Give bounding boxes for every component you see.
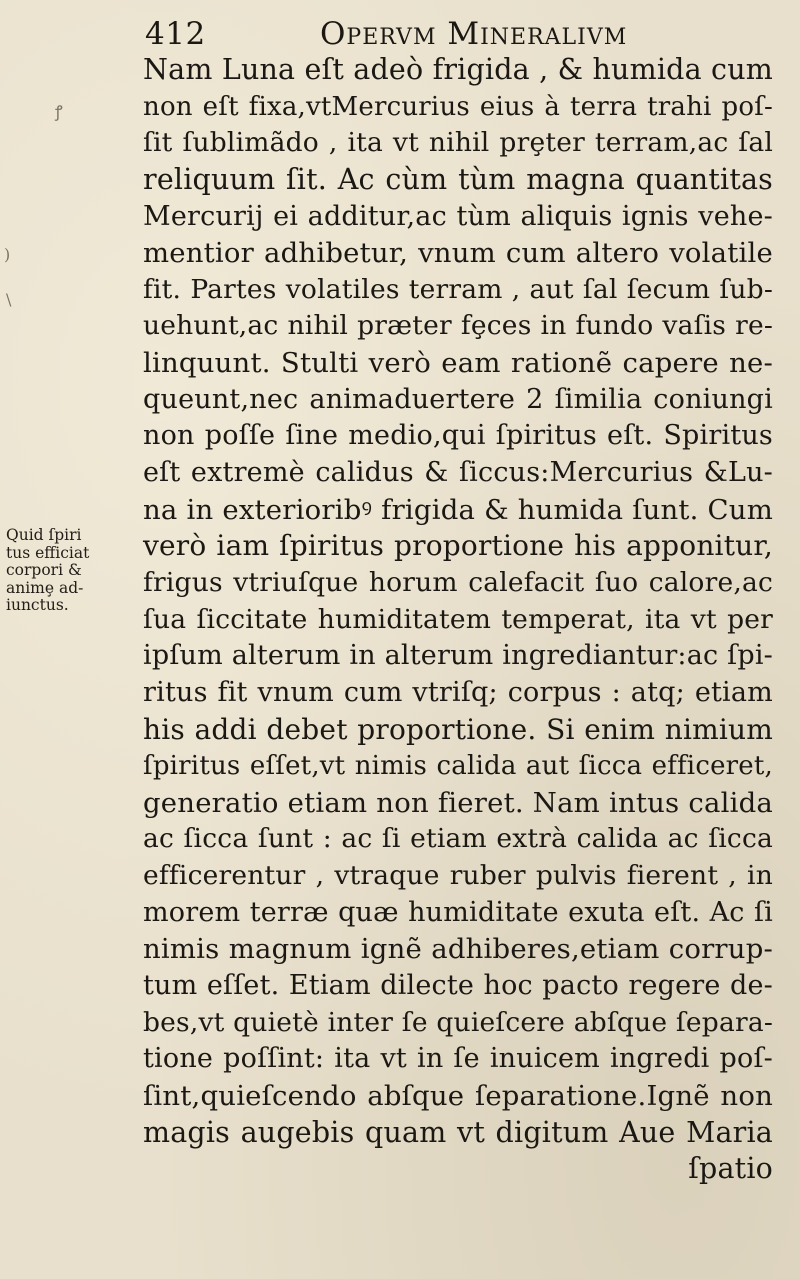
- text-line: linquunt. Stulti verò eam rationẽ capere ne-: [143, 347, 773, 380]
- text-line: uehunt,ac nihil prӕter fȩces in fundo vaſis re-: [143, 310, 773, 342]
- ink-mark: ): [4, 245, 11, 264]
- text-line: non eſt fixa,vtMercurius eius à terra trahi poſ-: [143, 91, 773, 122]
- text-line: efficerentur , vtraque ruber pulvis fierent , in: [143, 860, 773, 892]
- marginal-note-line: tus efficiat: [6, 543, 90, 562]
- page-number: 412: [145, 16, 206, 52]
- text-line: ac ſicca ſunt : ac ſi etiam extrà calida ac ſicca: [143, 823, 773, 855]
- text-line: fit. Partes volatiles terram , aut ſal ſecum ſub-: [143, 273, 773, 305]
- ink-mark: \: [6, 290, 12, 309]
- text-line: ſpiritus eſſet,vt nimis calida aut ſicca efficeret,: [143, 751, 773, 782]
- text-line: verò iam ſpiritus proportione his apponitur,: [143, 529, 773, 563]
- marginal-note-line: Quid ſpiri: [6, 526, 82, 544]
- main-text-block: [143, 52, 773, 1252]
- text-line: queunt,nec animaduertere 2 ſimilia coniungi: [143, 383, 773, 415]
- marginal-note: [6, 527, 136, 615]
- text-line: magis augebis quam vt digitum Aue Maria: [143, 1115, 773, 1149]
- text-line: Mercurij ei additur,ac tùm aliquis ignis vehe-: [143, 200, 773, 232]
- text-line: reliquum ſit. Ac cùm tùm magna quantitas: [143, 162, 773, 196]
- text-line: tione poſſint: ita vt in ſe inuicem ingredi poſ-: [143, 1043, 773, 1075]
- marginal-note-line: animȩ ad-: [6, 578, 84, 597]
- marginal-note-line: corpori &: [6, 561, 82, 579]
- text-line: generatio etiam non fieret. Nam intus calida: [143, 786, 773, 819]
- text-line: ipſum alterum in alterum ingrediantur:ac ſpi-: [143, 640, 773, 672]
- running-title: Opervm Mineralivm: [320, 16, 628, 52]
- text-line: na in exterioribꝰ frigida & humida ſunt. Cum: [143, 493, 773, 526]
- text-line: Nam Luna eſt adeò frigida , & humida cum: [143, 53, 773, 86]
- text-line: tum eſſet. Etiam dilecte hoc pacto regere de-: [143, 970, 773, 1002]
- catchword: ſpatio: [688, 1152, 773, 1186]
- text-line: non poſſe ſine medio,qui ſpiritus eſt. Spiritus: [143, 420, 773, 452]
- text-line: eſt extremè calidus & ſiccus:Mercurius &Lu-: [143, 457, 773, 489]
- text-line: ſint,quieſcendo abſque ſeparatione.Ignẽ non: [143, 1079, 773, 1112]
- text-line: morem terrӕ quӕ humiditate exuta eſt. Ac ſi: [143, 896, 773, 928]
- running-head: [145, 14, 765, 54]
- ink-mark: ꝭ: [55, 102, 63, 121]
- text-line: nimis magnum ignẽ adhiberes,etiam corrup-: [143, 933, 773, 966]
- text-line: ritus fit vnum cum vtriſq; corpus : atq; etiam: [143, 676, 773, 708]
- text-line: his addi debet proportione. Si enim nimium: [143, 712, 773, 746]
- text-line: ſua ſiccitate humiditatem temperat, ita vt per: [143, 603, 773, 635]
- text-line: ſit ſublimãdo , ita vt nihil prȩter terram,ac ſal: [143, 127, 773, 159]
- text-line: frigus vtriuſque horum calefacit ſuo calore,ac: [143, 566, 773, 598]
- marginal-note-line: iunctus.: [6, 596, 69, 614]
- text-line: bes,vt quietè inter ſe quieſcere abſque ſepara-: [143, 1006, 773, 1038]
- text-line: mentior adhibetur, vnum cum altero volatile: [143, 237, 773, 270]
